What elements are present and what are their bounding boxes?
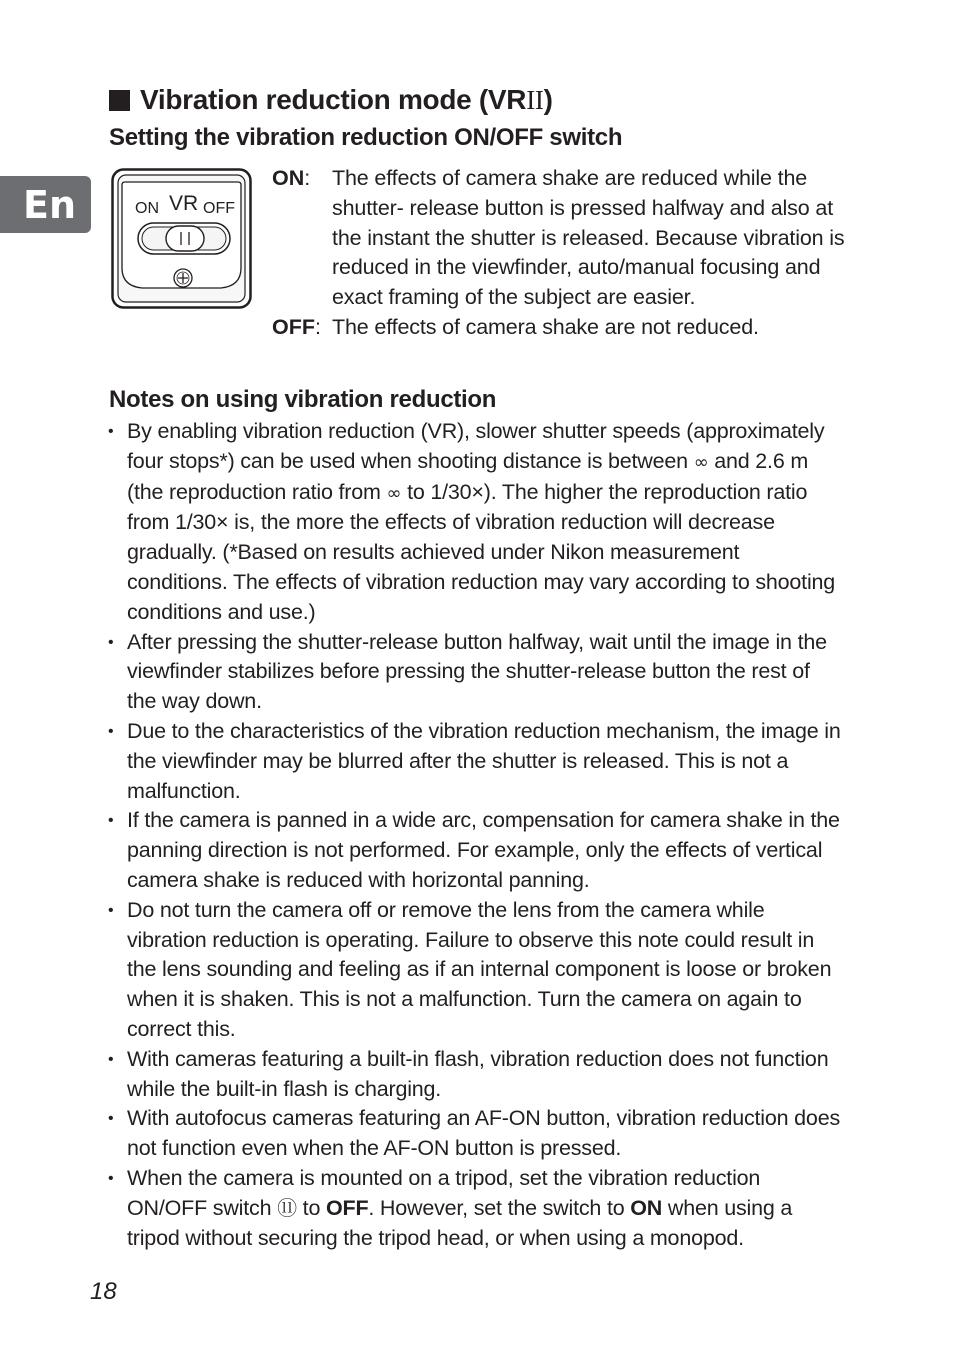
bullet-icon: •	[108, 812, 114, 830]
section-title-roman: II	[526, 84, 544, 115]
switch-definitions	[272, 164, 847, 343]
definition-off: OFF: The effects of camera shake are not reduced.	[272, 313, 847, 343]
list-item: • When the camera is mounted on a tripod, set the vibration reduction ON/OFF switch ⑪ to OFF. However, set the switch to ON when using a tripod without securing the tripod head, or when using a monopod.	[108, 1165, 793, 1250]
definition-term: ON	[272, 166, 305, 190]
section-title-text: Vibration reduction mode (VR	[140, 84, 527, 115]
vr-switch-illustration	[111, 168, 252, 309]
off-keyword: OFF	[325, 1195, 369, 1220]
bullet-icon: •	[108, 901, 114, 919]
definition-on: ON: The effects of camera shake are reduced while the shutter- release button is pressed halfway and also at the instant the shutter is released. Because vibration is reduced in the viewfinder, auto/manual focusing and exact framing of the subject are easier.	[272, 164, 847, 313]
list-item: • With cameras featuring a built-in flash, vibration reduction does not function while the built-in flash is charging.	[108, 1046, 829, 1101]
bullet-icon: •	[108, 423, 114, 440]
bullet-icon: •	[108, 1110, 114, 1128]
list-item: • After pressing the shutter-release button halfway, wait until the image in the viewfinder stabilizes before pressing the shutter-release button the rest of the way down.	[108, 629, 827, 714]
section-title	[109, 84, 553, 116]
switch-knob	[166, 226, 204, 251]
notes-list	[106, 417, 842, 1253]
bullet-icon: •	[108, 1050, 114, 1068]
list-item: • By enabling vibration reduction (VR), slower shutter speeds (approximately four stops*) can be used when shooting distance is between ∞ and 2.6 m (the reproduction ratio from ∞ to 1/30×). The higher the reproduction ratio from 1/30× is, the more the effects of vibration reduction will decrease gradually. (*Based on results achieved under Nikon measurement conditions. The effects of vibration reduction may vary according to shooting conditions and use.)	[108, 419, 836, 624]
callout-reference: ⑪	[277, 1195, 297, 1220]
list-item: • Due to the characteristics of the vibration reduction mechanism, the image in the viewfinder may be blurred after the shutter is released. This is not a malfunction.	[108, 718, 841, 803]
switch-label-on: ON	[135, 200, 159, 217]
switch-label-off: OFF	[203, 200, 235, 217]
definition-text: The effects of camera shake are reduced while the shutter- release button is pressed halfway and also at the instant the shutter is released. Because vibration is reduced in the viewfinder, auto/manual focusing and exact framing of the subject are easier.	[332, 166, 845, 310]
infinity-symbol: ∞	[693, 451, 709, 473]
list-item: • With autofocus cameras featuring an AF-ON button, vibration reduction does not function even when the AF-ON button is pressed.	[108, 1106, 840, 1161]
section-subtitle: Setting the vibration reduction ON/OFF switch	[109, 124, 623, 151]
notes-heading: Notes on using vibration reduction	[109, 386, 497, 413]
infinity-symbol: ∞	[386, 482, 402, 504]
definition-term: OFF	[272, 314, 315, 339]
heading-square-icon	[109, 90, 130, 111]
definition-text: The effects of camera shake are not reduced.	[332, 314, 759, 339]
on-keyword: ON	[630, 1195, 663, 1220]
bullet-icon: •	[108, 722, 114, 740]
language-tab: En	[0, 176, 91, 233]
bullet-icon: •	[108, 633, 114, 651]
switch-label-vr: VR	[169, 192, 199, 215]
list-item: • If the camera is panned in a wide arc, compensation for camera shake in the panning direction is not performed. For example, only the effects of vertical camera shake is reduced with horizontal panning.	[108, 808, 840, 892]
bullet-icon: •	[108, 1169, 114, 1187]
page-number: 18	[90, 1278, 117, 1305]
list-item: • Do not turn the camera off or remove the lens from the camera while vibration reduction is operating. Failure to observe this note could result in the lens sounding and feeling as if an internal component is loose or broken when it is shaken. This is not a malfunction. Turn the camera on again to correct this.	[108, 897, 832, 1041]
section-title-close: )	[543, 84, 553, 115]
